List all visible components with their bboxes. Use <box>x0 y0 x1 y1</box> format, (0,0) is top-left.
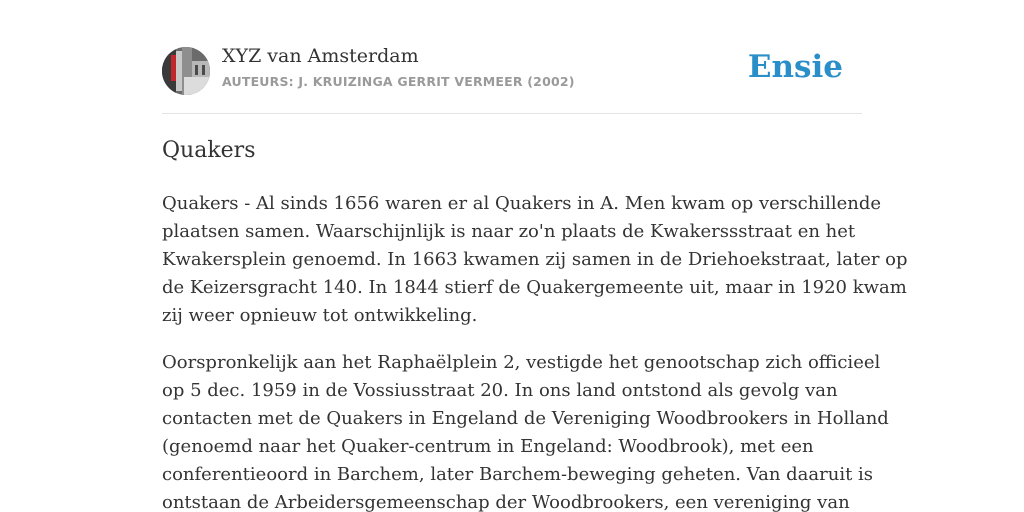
text-line: op 5 dec. 1959 in de Vossiusstraat 20. In ons land ontstond als gevolg van <box>162 380 838 401</box>
entry-paragraph <box>162 349 889 512</box>
text-line: (genoemd naar het Quaker-centrum in Engeland: Woodbrook), met een <box>162 436 814 457</box>
book-title[interactable]: XYZ van Amsterdam <box>222 45 419 67</box>
text-line: Kwakersplein genoemd. In 1663 kwamen zij samen in de Driehoekstraat, later op <box>162 249 908 270</box>
text-line: contacten met de Quakers in Engeland de Vereniging Woodbrookers in Holland <box>162 408 889 429</box>
entry-body <box>162 190 908 512</box>
text-line: Quakers - Al sinds 1656 waren er al Quakers in A. Men kwam op verschillende <box>162 193 882 214</box>
book-cover-image <box>162 47 210 95</box>
content-container <box>162 0 908 512</box>
ensie-logo[interactable]: Ensie <box>747 49 843 85</box>
entry-paragraph <box>162 190 908 330</box>
text-line: Oorspronkelijk aan het Raphaëlplein 2, vestigde het genootschap zich officieel <box>162 352 881 373</box>
text-line: ontstaan de Arbeidersgemeenschap der Woodbrookers, een vereniging van <box>162 492 850 512</box>
book-cover-avatar[interactable] <box>162 47 210 95</box>
book-authors: AUTEURS: J. KRUIZINGA GERRIT VERMEER (2002) <box>222 74 575 89</box>
entry-title: Quakers <box>162 138 256 163</box>
text-line: de Keizersgracht 140. In 1844 stierf de Quakergemeente uit, maar in 1920 kwam <box>162 277 907 298</box>
text-line: conferentieoord in Barchem, later Barchem-beweging geheten. Van daaruit is <box>162 464 874 485</box>
text-line: plaatsen samen. Waarschijnlijk is naar zo'n plaats de Kwakerssstraat en het <box>162 221 856 242</box>
book-header <box>162 0 862 114</box>
text-line: zij weer opnieuw tot ontwikkeling. <box>162 305 478 326</box>
